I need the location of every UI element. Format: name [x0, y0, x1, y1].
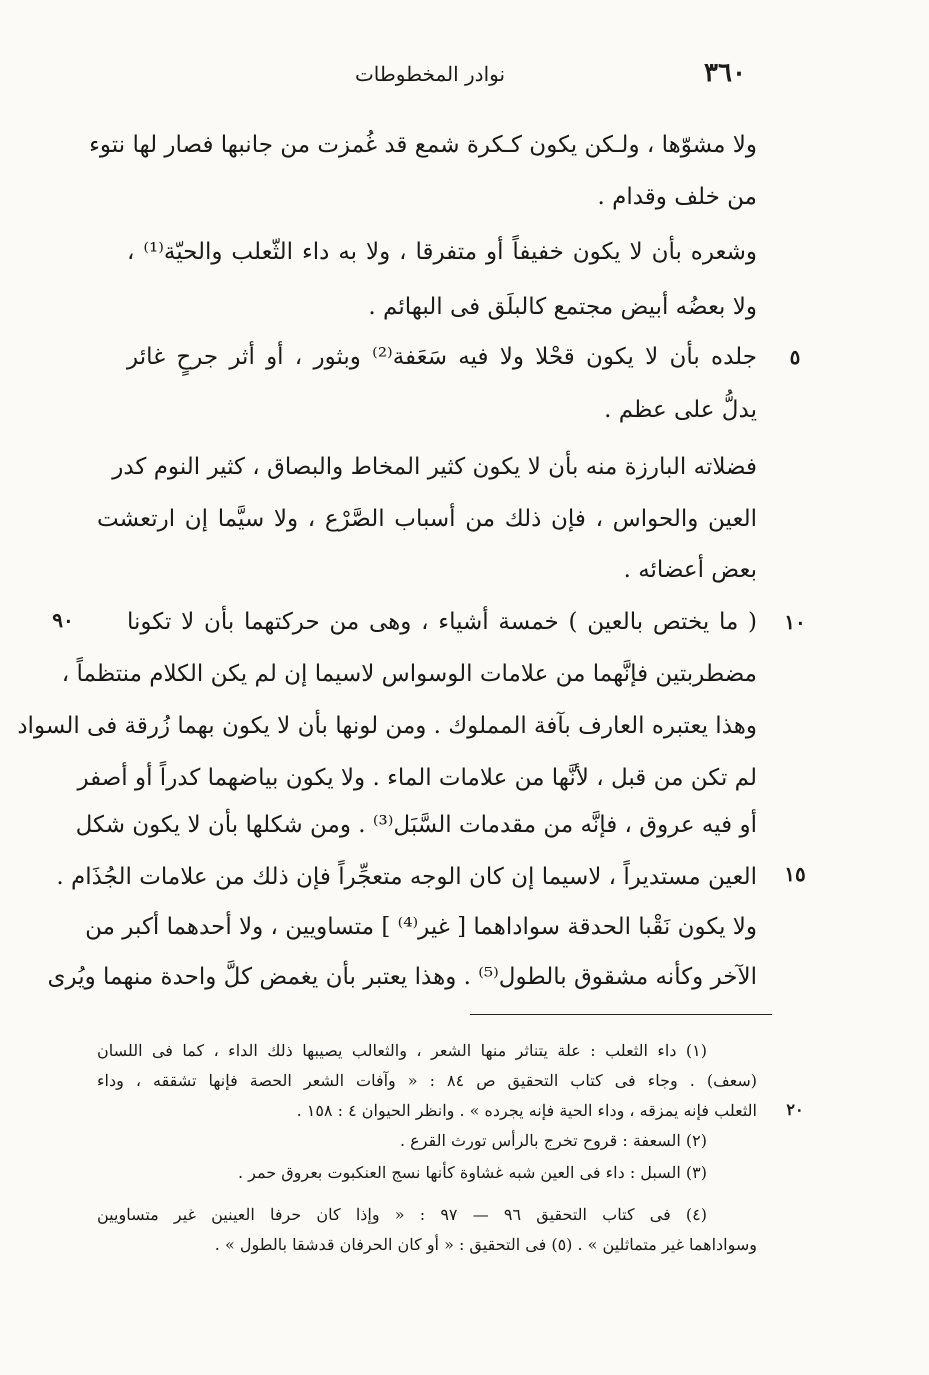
- footnote-line: وسواداهما غير متماثلين » . (٥) فى التحقيق : « أو كان الحرفان قدشقا بالطول » .: [214, 1235, 757, 1254]
- line-number: ١٥: [784, 862, 806, 886]
- body-line: ( ما يختص بالعين ) خمسة أشياء ، وهى من حركتهما بأن لا تكونا: [127, 609, 757, 635]
- footnote-line: الثعلب فإنه يمزقه ، وداء الحية فإنه يجرده » . وانظر الحيوان ٤ : ١٥٨ .: [296, 1101, 757, 1120]
- body-line: من خلف وقدام .: [597, 184, 757, 210]
- body-line: ولا يكون نَقْبا الحدقة سواداهما [ غير⁽⁴⁾ ] متساويين ، ولا أحدهما أكبر من: [85, 914, 757, 940]
- footnote-separator: [470, 1014, 772, 1015]
- page-number: ٣٦٠: [704, 58, 746, 88]
- body-line: الآخر وكأنه مشقوق بالطول⁽⁵⁾ . وهذا يعتبر بأن يغمض كلَّ واحدة منهما ويُرى: [47, 964, 757, 990]
- body-line: بعض أعضائه .: [623, 557, 757, 583]
- body-line: وشعره بأن لا يكون خفيفاً أو متفرقا ، ولا به داء الثّعلب والحيّة⁽¹⁾ ،: [127, 239, 757, 265]
- margin-folio-number: ٩٠: [52, 608, 74, 632]
- body-line: لم تكن من قبل ، لأنَّها من علامات الماء . ولا يكون بياضهما كدراً أو أصفر: [77, 765, 757, 791]
- running-title: نوادر المخطوطات: [354, 62, 506, 86]
- line-number: ٥: [789, 345, 801, 369]
- line-number: ٢٠: [786, 1100, 804, 1119]
- footnote-line: (٢) السعفة : قروح تخرج بالرأس تورث القرع .: [399, 1131, 707, 1150]
- line-number: ١٠: [784, 610, 806, 634]
- body-line: جلده بأن لا يكون قحْلا ولا فيه سَعَفة⁽²⁾ وبثور ، أو أثر جرحٍ غائر: [127, 344, 757, 370]
- body-line: ولا مشوّها ، ولـكن يكون كـكرة شمع قد غُمزت من جانبها فصار لها نتوء: [89, 132, 757, 158]
- body-line: أو فيه عروق ، فإنَّه من مقدمات السَّبَل⁽³⁾ . ومن شكلها بأن لا يكون شكل: [75, 812, 757, 838]
- body-line: يدلُّ على عظم .: [604, 397, 757, 423]
- body-line: العين والحواس ، فإن ذلك من أسباب الصَّرْع ، ولا سيَّما إن ارتعشت: [97, 506, 757, 532]
- body-line: العين مستديراً ، لاسيما إن كان الوجه متعجِّراً فإن ذلك من علامات الجُذَام .: [56, 864, 757, 890]
- footnote-line: (سعف) . وجاء فى كتاب التحقيق ص ٨٤ : « وآفات الشعر الحصة فإنها تشققه ، وداء: [97, 1071, 758, 1090]
- body-line: وهذا يعتبره العارف بآفة المملوك . ومن لونها بأن لا يكون بهما زُرقة فى السواد: [17, 713, 757, 739]
- footnote-line: (١) داء الثعلب : علة يتناثر منها الشعر ، والثعالب يصيبها ذلك الداء ، كما فى اللسان: [97, 1041, 707, 1060]
- body-line: فضلاته البارزة منه بأن لا يكون كثير المخاط والبصاق ، كثير النوم كدر: [112, 454, 757, 480]
- body-line: ولا بعضُه أبيض مجتمع كالبلَق فى البهائم .: [368, 294, 757, 320]
- body-line: مضطربتين فإنَّهما من علامات الوسواس لاسيما إن لم يكن الكلام منتظماً ،: [61, 661, 757, 687]
- footnote-line: (٤) فى كتاب التحقيق ٩٦ — ٩٧ : « وإذا كان حرفا العينين غير متساويين: [97, 1205, 708, 1224]
- footnote-line: (٣) السبل : داء فى العين شبه غشاوة كأنها نسج العنكبوت بعروق حمر .: [238, 1163, 707, 1182]
